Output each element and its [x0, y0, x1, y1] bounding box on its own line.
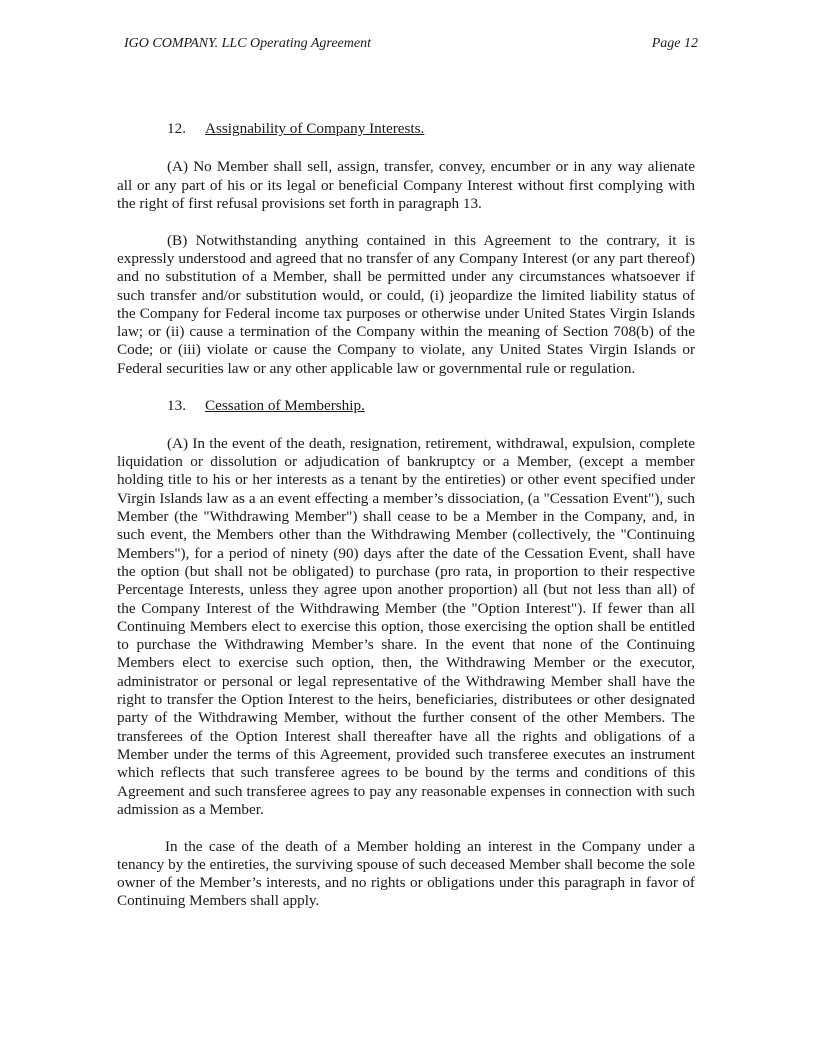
paragraph-13-a: (A) In the event of the death, resignation, retirement, withdrawal, expulsion, complete liquidation or dissolution or adjudication of bankruptcy or a Member, (except a member holding title to his or her interests as a tenant by the entireties) or other event specified under Virgin Islands law as a an event effecting a member’s dissociation, (a "Cessation Event"), such Member (the "Withdrawing Member") shall cease to be a Member in the Company, and, in such event, the Members other than the Withdrawing Member (collectively, the "Continuing Members"), for a period of ninety (90) days after the date of the Cessation Event, shall have the option (but shall not be obligated) to purchase (pro rata, in proportion to their respective Percentage Interests, unless they agree upon another proportion) all (but not less than all) of the Company Interest of the Withdrawing Member (the "Option Interest"). If fewer than all Continuing Members elect to exercise this option, those exercising the option shall be entitled to purchase the Withdrawing Member’s share. In the event that none of the Continuing Members elect to exercise such option, then, the Withdrawing Member or the executor, administrator or personal or legal representative of the Withdrawing Member shall have the right to transfer the Option Interest to the heirs, beneficiaries, distributees or other designated party of the Withdrawing Member, without the further consent of the other Members. The transferees of the Option Interest shall thereafter have all the rights and obligations of a Member under the terms of this Agreement, provided such transferee executes an instrument which reflects that such transferee agrees to be bound by the terms and conditions of this Agreement and such transferee agrees to pay any reasonable expenses in connection with such admission as a Member.	[117, 434, 695, 818]
paragraph-13-tenancy: In the case of the death of a Member holding an interest in the Company under a tenancy by the entireties, the surviving spouse of such deceased Member shall become the sole owner of the Member’s interests, and no rights or obligations under this paragraph in favor of Continuing Members shall apply.	[117, 837, 695, 910]
document-body	[117, 120, 695, 929]
section-title: Assignability of Company Interests.	[205, 120, 425, 137]
paragraph-12-a: (A) No Member shall sell, assign, transfer, convey, encumber or in any way alienate all or any part of his or its legal or beneficial Company Interest without first complying with the right of first refusal provisions set forth in paragraph 13.	[117, 158, 695, 212]
section-12-heading	[167, 120, 695, 138]
paragraph-12-b: (B) Notwithstanding anything contained in this Agreement to the contrary, it is expressly understood and agreed that no transfer of any Company Interest (or any part thereof) and no substitution of a Member, shall be permitted under any circumstances whatsoever if such transfer and/or substitution would, or could, (i) jeopardize the limited liability status of the Company for Federal income tax purposes or otherwise under United States Virgin Islands law; or (ii) cause a termination of the Company within the meaning of Section 708(b) of the Code; or (iii) violate or cause the Company to violate, any United States Virgin Islands or Federal securities law or any other applicable law or governmental rule or regulation.	[117, 231, 695, 377]
section-13-heading	[167, 397, 695, 415]
section-number: 12.	[167, 120, 186, 137]
section-number: 13.	[167, 396, 186, 414]
document-header-title: IGO COMPANY. LLC Operating Agreement	[124, 36, 371, 51]
page-number: Page 12	[651, 36, 698, 51]
section-title: Cessation of Membership.	[205, 396, 365, 414]
